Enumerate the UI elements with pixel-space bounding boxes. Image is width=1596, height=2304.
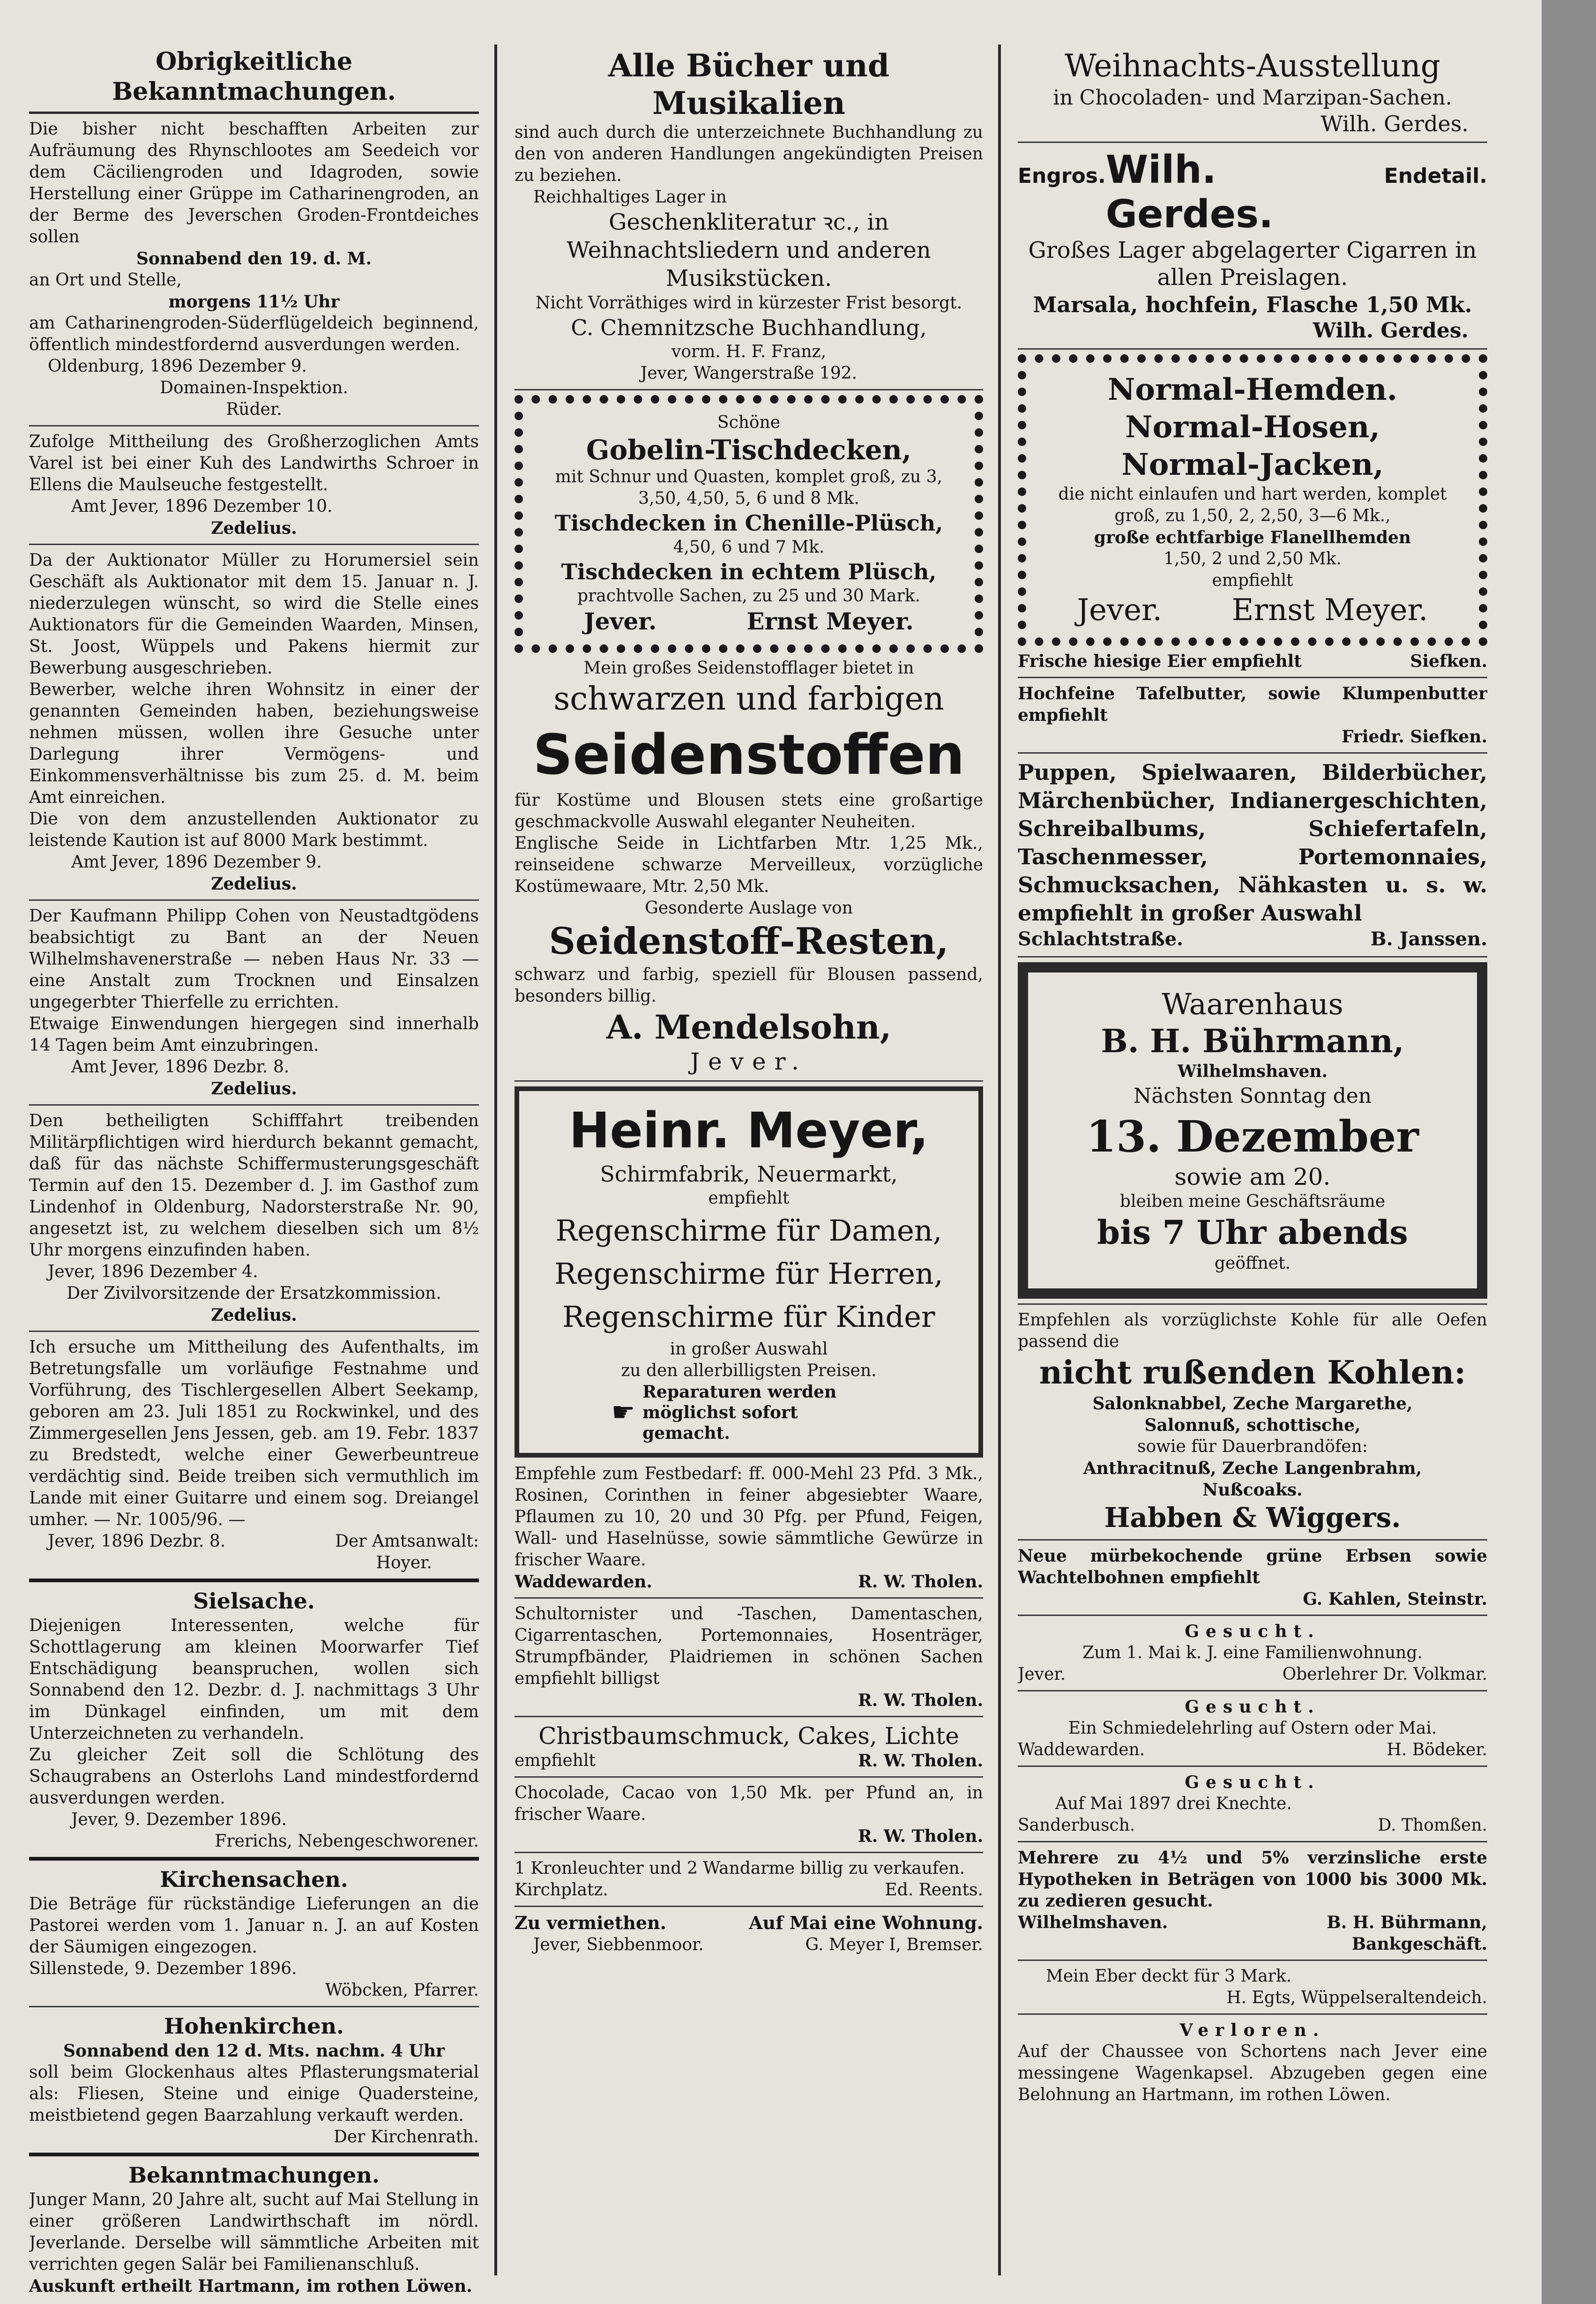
notice-dateline: Jever, 1896 Dezember 4. xyxy=(48,1262,258,1281)
ad-town: Sanderbusch. xyxy=(1018,1816,1135,1835)
ad-title-large: 13. Dezember xyxy=(1086,1111,1419,1162)
ad-vermiethen xyxy=(515,1912,983,1956)
notice xyxy=(29,1110,479,1326)
ad-text: vorm. H. F. Franz, xyxy=(671,342,827,361)
notice-text: an Ort und Stelle, xyxy=(29,270,182,290)
ad-merchant: Wilh. Gerdes. xyxy=(1320,111,1469,136)
ad-merchant: Ed. Reents. xyxy=(885,1880,983,1900)
ad-merchant: G. Kahlen, Steinstr. xyxy=(1303,1589,1487,1609)
ad-text: Anthracitnuß, Zeche Langenbrahm, xyxy=(1083,1459,1422,1478)
ad-text: Englische Seide in Lichtfarben Mtr. 1,25 Mk., reinseidene schwarze Merveilleux, vorzügliche Kostümewaare, Mtr. 2,50 Mk. xyxy=(515,834,983,896)
notice-text: Ich ersuche um Mittheilung des Aufenthalts, im Betretungsfalle um vorläufige Festnahme und Vorführung, des Tischlergesellen Albert Seekamp, geboren am 23. Juli 1851 zu Rockwinkel, und des Zimmergesellen Jens Jessen, geb. am 19. Febr. 1837 zu Bredstedt, welche einer Gewerbeuntreue verdächtig sind. Beide treiben sich vermuthlich im Lande mit einer Guitarre und einem sog. Dreiangel umher. — Nr. 1005/96. — xyxy=(29,1338,479,1529)
ad-town: Waddewarden. xyxy=(515,1572,652,1592)
notice-dateline: Amt Jever, 1896 Dezember 10. xyxy=(71,497,333,516)
notice-text: Die Beträge für rückständige Lieferungen an die Pastorei werden vom 1. Januar n. J. an auf Kosten der Säumigen eingezogen. xyxy=(29,1894,479,1957)
ad-merchant: B. Janssen. xyxy=(1370,928,1487,950)
notice-signature: Hoyer. xyxy=(376,1553,432,1572)
ad-subtitle: schwarzen und farbigen xyxy=(553,681,944,718)
ad-buecher xyxy=(515,47,983,384)
ad-text: Hochfeine Tafelbutter, sowie Klumpenbutter empfiehlt xyxy=(1018,684,1487,725)
notice xyxy=(29,905,479,1100)
ad-merchant: R. W. Tholen. xyxy=(858,1572,983,1592)
ad-gesucht xyxy=(1018,1696,1487,1761)
ad-text: 1 Kronleuchter und 2 Wandarme billig zu verkaufen. xyxy=(515,1859,965,1878)
ad-text: in großer Auswahl xyxy=(670,1339,828,1359)
ad-town: Wilhelmshaven. xyxy=(1018,1913,1168,1932)
ad-title: Alle Bücher und xyxy=(608,47,890,84)
notice-dateline: Jever, 1896 Dezbr. 8. xyxy=(48,1532,226,1551)
ad-text: schwarz und farbig, speziell für Blousen passend, besonders billig. xyxy=(515,965,983,1006)
ad-place: Kirchplatz. xyxy=(515,1880,608,1900)
ad-town: Waddewarden. xyxy=(1018,1740,1145,1759)
ad-merchant: R. W. Tholen. xyxy=(858,1691,983,1710)
section-heading: Obrigkeitliche Bekanntmachungen. xyxy=(112,47,396,106)
ad-kohlen xyxy=(1018,1309,1487,1534)
ad-text: Mein großes Seidenstofflager bietet in xyxy=(583,658,914,678)
ad-gesucht xyxy=(1018,1772,1487,1836)
section-bekanntmachungen xyxy=(29,2161,479,2297)
notice-signature: Zedelius. xyxy=(211,874,297,894)
section-hohenkirchen xyxy=(29,2012,479,2148)
ad-text: Ein Schmiedelehrling auf Ostern oder Mai. xyxy=(1068,1719,1437,1738)
ad-title: Normal-Hosen, xyxy=(1125,410,1380,445)
ad-title: Gesucht. xyxy=(1185,1622,1320,1641)
ad-title: Zu vermiethen. xyxy=(515,1912,666,1933)
ad-line: Regenschirme für Kinder xyxy=(562,1300,935,1334)
notice xyxy=(29,1337,479,1574)
ad-title: Gesucht. xyxy=(1185,1697,1320,1717)
ad-eier xyxy=(1018,651,1487,672)
notice-text: Zu gleicher Zeit soll die Schlötung des Schaugrabens an Osterlohs Land mindestfordernd ausverdungen werden. xyxy=(29,1745,479,1808)
ad-title: Gesucht. xyxy=(1185,1773,1320,1792)
ad-text: für Kostüme und Blousen stets eine großartige geschmackvolle Auswahl eleganter Neuheiten. xyxy=(515,791,983,831)
notice-dateline: Oldenburg, 1896 Dezember 9. xyxy=(48,357,307,376)
ad-janssen xyxy=(1018,758,1487,951)
ad-text: Reichhaltiges Lager in xyxy=(533,187,727,207)
section-heading: Sielsache. xyxy=(193,1588,315,1614)
ad-line: Regenschirme für Herren, xyxy=(554,1257,943,1291)
ad-title: Waarenhaus xyxy=(1162,987,1343,1021)
ad-butter xyxy=(1018,683,1487,748)
ad-text: die nicht einlaufen und hart werden, komplet groß, zu 1,50, 2, 2,50, 3—6 Mk., xyxy=(1058,485,1447,525)
column-rule xyxy=(494,45,497,2275)
ad-tholen-christbaum xyxy=(515,1722,983,1772)
notice-dateline: Amt Jever, 1896 Dezember 9. xyxy=(71,853,322,872)
section-kirchensachen xyxy=(29,1865,479,2001)
ad-tholen-festbedarf xyxy=(515,1463,983,1593)
notice xyxy=(29,431,479,539)
ad-title: Verloren. xyxy=(1179,2020,1326,2040)
ad-text: Gesonderte Auslage von xyxy=(645,898,853,918)
ad-subtitle: Tischdecken in Chenille-Plüsch, xyxy=(554,510,943,536)
ad-text: Nußcoaks. xyxy=(1202,1480,1303,1500)
ad-subtitle: Tischdecken in echtem Plüsch, xyxy=(561,559,937,584)
ad-text: Nächsten Sonntag den xyxy=(1133,1084,1372,1108)
notice-text: Die von dem anzustellenden Auktionator zu leistende Kaution ist auf 8000 Mark bestimmt. xyxy=(29,809,479,850)
ad-gesucht xyxy=(1018,1621,1487,1685)
ad-text-large: Großes Lager abgelagerter Cigarren in allen Preislagen. xyxy=(1028,237,1477,291)
ad-text: empfiehlt xyxy=(515,1751,596,1770)
notice-text: Zufolge Mittheilung des Großherzoglichen Amts Varel ist bei einer Kuh des Landwirths Schroer in Ellens die Maulseuche festgestellt. xyxy=(29,432,479,494)
ad-merchant: D. Thomßen. xyxy=(1378,1816,1487,1835)
ad-text: Salonnuß, schottische, xyxy=(1144,1415,1361,1435)
ad-title: Christbaumschmuck, Cakes, Lichte xyxy=(538,1722,959,1750)
ad-merchant: R. W. Tholen. xyxy=(858,1826,983,1846)
ad-title: B. H. Bührmann, xyxy=(1101,1023,1404,1060)
notice-signature: Zedelius. xyxy=(211,518,297,538)
ad-merchant: R. W. Tholen. xyxy=(858,1751,983,1771)
ad-text: geöffnet. xyxy=(1215,1254,1290,1273)
notice-footer: Auskunft ertheilt Hartmann, im rothen Löwen. xyxy=(29,2276,472,2296)
notice-text: Etwaige Einwendungen hiergegen sind innerhalb 14 Tagen beim Amt einzubringen. xyxy=(29,1014,479,1055)
ad-town: Jever. xyxy=(583,607,657,635)
ad-text-large: Marsala, hochfein, Flasche 1,50 Mk. xyxy=(1033,292,1472,317)
ad-line: Regenschirme für Damen, xyxy=(555,1213,942,1248)
ad-merchant: Friedr. Siefken. xyxy=(1342,727,1487,747)
ad-tholen-taschen xyxy=(515,1603,983,1711)
ad-shop-name: C. Chemnitzsche Buchhandlung, xyxy=(571,315,927,340)
ad-text: Reparaturen werden möglichst sofort gemacht. xyxy=(642,1382,837,1443)
notice-signature: Rüder. xyxy=(226,400,282,419)
notice-text: Bewerber, welche ihren Wohnsitz in einer der genannten Gemeinden haben, beziehungsweise nehmen müssen, wollen ihre Gesuche unter Darlegung ihrer Vermögens- und Einkommensverhältnisse bis zum 25. d. M. beim Amt einreichen. xyxy=(29,680,479,807)
ad-text: Puppen, Spielwaaren, Bilderbücher, Märchenbücher, Indianergeschichten, Schreibalbums, Schiefertafeln, Taschenmesser, Portemonnaies, Schmucksachen, Nähkasten u. s. w. empfiehlt in großer Auswahl xyxy=(1018,760,1487,926)
ad-merchant: H. Bödeker. xyxy=(1387,1740,1487,1759)
column-advertisements-right xyxy=(1018,0,1487,2304)
ad-text: empfiehlt xyxy=(708,1189,790,1208)
ad-town: Jever. xyxy=(1018,1665,1066,1684)
ad-title: Auf Mai eine Wohnung. xyxy=(749,1912,983,1933)
ad-text: 4,50, 6 und 7 Mk. xyxy=(673,538,825,557)
ad-text: Auf Mai 1897 drei Knechte. xyxy=(1055,1794,1292,1813)
ad-merchant: Oberlehrer Dr. Volkmar. xyxy=(1282,1665,1487,1684)
ad-text: Auf der Chaussee von Schortens nach Jever eine messingene Wagenkapsel. Abzugeben gegen eine Belohnung an Hartmann, im rothen Löwen. xyxy=(1018,2042,1487,2104)
section-sielsache xyxy=(29,1587,479,1852)
ad-label: Endetail. xyxy=(1384,164,1487,188)
notice-signature: Zedelius. xyxy=(211,1079,297,1099)
ad-text: große echtfarbige Flanellhemden xyxy=(1094,528,1411,547)
notice-signature: Der Kirchenrath. xyxy=(333,2127,479,2147)
ad-verloren xyxy=(1018,2020,1487,2106)
ad-title: Seidenstoff-Resten, xyxy=(549,920,949,963)
ad-title: Gobelin-Tischdecken, xyxy=(586,434,911,466)
ad-subtitle: Schirmfabrik, Neuermarkt, xyxy=(600,1161,898,1187)
section-heading: Hohenkirchen. xyxy=(164,2013,344,2039)
notice-date: Sonnabend den 19. d. M. xyxy=(136,249,372,269)
notice xyxy=(29,550,479,895)
pointing-hand-icon: ☛ xyxy=(611,1397,635,1428)
ad-weihnacht xyxy=(1018,47,1487,137)
ad-merchant: Siefken. xyxy=(1410,651,1487,671)
ad-merchant: Habben & Wiggers. xyxy=(1104,1502,1401,1534)
ad-title: bis 7 Uhr abends xyxy=(1097,1213,1408,1252)
ad-place: Schlachtstraße. xyxy=(1018,928,1184,950)
ad-text: Empfehlen als vorzüglichste Kohle für alle Oefen passend die xyxy=(1018,1310,1487,1351)
ad-text: sind auch durch die unterzeichnete Buchhandlung zu den von anderen Handlungen angekündigten Preisen zu beziehen. xyxy=(515,123,983,185)
ad-title: Normal-Jacken, xyxy=(1121,447,1384,482)
ad-merchant: A. Mendelsohn, xyxy=(606,1008,892,1047)
notice-dateline: Amt Jever, 1896 Dezbr. 8. xyxy=(71,1057,290,1077)
ad-gerdes xyxy=(1018,148,1487,344)
ad-text: Nicht Vorräthiges wird in kürzester Frist besorgt. xyxy=(535,293,962,313)
ad-title: Weihnachts-Ausstellung xyxy=(1064,48,1441,84)
ad-address: Jever, Wangerstraße 192. xyxy=(640,364,858,383)
notice-time: morgens 11½ Uhr xyxy=(168,292,340,312)
notice-text: Junger Mann, 20 Jahre alt, sucht auf Mai Stellung in einer größeren Landwirthschaft im nördl. Jeverlande. Derselbe will sämmtliche Arbeiten mit verrichten gegen Salär bei Familienanschluß. xyxy=(29,2190,479,2274)
ad-text: Mein Eber deckt für 3 Mark. xyxy=(1046,1967,1292,1986)
notice-signature: Wöbcken, Pfarrer. xyxy=(325,1981,479,2000)
ad-gobelin xyxy=(515,395,983,653)
ad-text: Salonknabbel, Zeche Margarethe, xyxy=(1092,1394,1413,1414)
column-advertisements-middle xyxy=(515,0,983,2304)
ad-text: bleiben meine Geschäftsräume xyxy=(1119,1192,1386,1211)
ad-normal xyxy=(1018,354,1487,646)
ad-text: zu den allerbilligsten Preisen. xyxy=(621,1361,877,1380)
ad-merchant: B. H. Bührmann, Bankgeschäft. xyxy=(1327,1913,1487,1954)
notice-signature: Zedelius. xyxy=(211,1305,297,1325)
ad-tholen-chocolade xyxy=(515,1782,983,1847)
ad-merchant: Wilh. Gerdes. xyxy=(1313,319,1469,343)
ad-merchant: Ernst Meyer. xyxy=(746,607,914,635)
ad-text: prachtvolle Sachen, zu 25 und 30 Mark. xyxy=(577,586,920,606)
notice-authority: Der Zivilvorsitzende der Ersatzkommission. xyxy=(67,1284,441,1303)
notice-signature: Frerichs, Nebengeschworener. xyxy=(215,1832,479,1851)
notice-text: Da der Auktionator Müller zu Horumersiel sein Geschäft als Auktionator mit dem 15. Januar n. J. niederzulegen wünscht, so wird die Stelle eines Auktionators für die Gemeinden Waarden, Minsen, St. Joost, Wüppels und Pakens hiermit zur Bewerbung ausgeschrieben. xyxy=(29,551,479,678)
ad-text: sowie am 20. xyxy=(1174,1163,1331,1190)
ad-eber xyxy=(1018,1966,1487,2009)
ad-town: Jever. xyxy=(690,1048,807,1075)
ad-text: sowie für Dauerbrandöfen: xyxy=(1137,1437,1368,1456)
ad-text: Zum 1. Mai k. J. eine Familienwohnung. xyxy=(1082,1643,1423,1662)
ad-merchant: H. Egts, Wüppelseraltendeich. xyxy=(1226,1988,1487,2007)
notice-dateline: Jever, 9. Dezember 1896. xyxy=(71,1810,287,1829)
notice-text: Der Kaufmann Philipp Cohen von Neustadtgödens beabsichtigt zu Bant an der Neuen Wilhelmshavenerstraße — neben Haus Nr. 33 — eine Anstalt zum Trocknen und Einsalzen ungegerbter Thierfelle zu errichten. xyxy=(29,906,479,1012)
notice-text: am Catharinengroden-Süderflügeldeich beginnend, öffentlich mindestfordernd ausverdungen werden. xyxy=(29,314,479,354)
ad-seide xyxy=(515,658,983,1076)
section-heading: Kirchensachen. xyxy=(160,1867,348,1892)
notice-dateline: Sillenstede, 9. Dezember 1896. xyxy=(29,1959,297,1978)
ad-text: Jever, Siebbenmoor. xyxy=(533,1935,704,1954)
ad-merchant: G. Meyer I, Bremser. xyxy=(805,1935,983,1954)
ad-title: Normal-Hemden. xyxy=(1107,372,1398,407)
ad-schirm xyxy=(515,1086,983,1458)
column-rule xyxy=(998,45,1001,2275)
ad-text: 1,50, 2 und 2,50 Mk. xyxy=(1163,549,1342,569)
ad-erbsen xyxy=(1018,1545,1487,1610)
ad-merchant: Ernst Meyer. xyxy=(1231,593,1428,628)
notice-date: Sonnabend den 12 d. Mts. nachm. 4 Uhr xyxy=(63,2041,445,2061)
column-official-notices xyxy=(29,0,479,2304)
ad-title-large: Heinr. Meyer, xyxy=(569,1102,929,1159)
ad-text: Empfehle zum Festbedarf: ff. 000-Mehl 23 Pfd. 3 Mk., Rosinen, Corinthen in feiner abgesiebter Waare, Pflaumen zu 10, 20 und 30 Pfg. per Pfund, Feigen, Wall- und Haselnüsse, sowie sämmtliche Gewürze in frischer Waare. xyxy=(515,1464,983,1570)
notice xyxy=(29,119,479,420)
ad-reents xyxy=(515,1858,983,1901)
ad-buehrmann xyxy=(1018,962,1487,1299)
notice-text: Diejenigen Interessenten, welche für Schottlagerung am kleinen Moorwarfer Tief Entschädigung beanspruchen, wollen sich Sonnabend den 12. Dezbr. d. J. nachmittags 3 Uhr im Dünkagel einfinden, um mit dem Unterzeichneten zu verhandeln. xyxy=(29,1616,479,1743)
notice-text: soll beim Glockenhaus altes Pflasterungsmaterial als: Fliesen, Steine und einige Quadersteine, meistbietend gegen Baarzahlung verkauft werden. xyxy=(29,2063,479,2125)
ad-title-large: Seidenstoffen xyxy=(533,722,965,787)
ad-text: Chocolade, Cacao von 1,50 Mk. per Pfund an, in frischer Waare. xyxy=(515,1783,983,1824)
ad-title-large: Wilh. Gerdes. xyxy=(1105,148,1274,237)
ad-text: Mehrere zu 4½ und 5% verzinsliche erste Hypotheken in Beträgen von 1000 bis 3000 Mk. zu zedieren gesucht. xyxy=(1018,1848,1487,1911)
ad-text: Frische hiesige Eier empfiehlt xyxy=(1018,651,1302,671)
ad-title: nicht rußenden Kohlen: xyxy=(1039,1354,1466,1391)
ad-text: mit Schnur und Quasten, komplet groß, zu 3, 3,50, 4,50, 5, 6 und 8 Mk. xyxy=(555,467,943,508)
ad-title: Musikalien xyxy=(652,85,845,121)
ad-hypotheken xyxy=(1018,1847,1487,1955)
notice-authority: Domainen-Inspektion. xyxy=(160,378,348,397)
notice-text: Die bisher nicht beschafften Arbeiten zur Aufräumung des Rhynschlootes am Seedeich vor dem Cäciliengroden und Idagroden, sowie Herstellung einer Grüppe im Catharinengroden, an der Berme des Jeverschen Groden-Frontdeiches sollen xyxy=(29,120,479,247)
ad-text: Schultornister und -Taschen, Damentaschen, Cigarrentaschen, Portemonnaies, Hosenträger, Strumpfbänder, Plaidriemen in schönen Sachen empfiehlt billigst xyxy=(515,1604,983,1688)
ad-text: Neue mürbekochende grüne Erbsen sowie Wachtelbohnen empfiehlt xyxy=(1018,1546,1487,1587)
ad-text-large: Geschenkliteratur ꝛc., in Weihnachtsliedern und anderen Musikstücken. xyxy=(567,209,931,292)
notice-authority: Der Amtsanwalt: xyxy=(335,1532,479,1551)
ad-label: Engros. xyxy=(1018,164,1106,188)
ad-town: Jever. xyxy=(1077,593,1162,628)
ad-subtitle: in Chocoladen- und Marzipan-Sachen. xyxy=(1053,86,1452,110)
ad-subtitle: Wilhelmshaven. xyxy=(1177,1062,1328,1081)
ad-text: empfiehlt xyxy=(1212,571,1293,590)
section-heading: Bekanntmachungen. xyxy=(128,2162,380,2188)
notice-text: Den betheiligten Schifffahrt treibenden Militärpflichtigen wird hierdurch bekannt gemacht, daß für das nächste Schiffermusterungsgeschäft Termin auf den 15. Dezember d. J. im Gasthof zum Lindenhof in Oldenburg, Nadorsterstraße Nr. 90, angesetzt ist, zu welchem dieselben sich um 8½ Uhr morgens einzufinden haben. xyxy=(29,1111,479,1260)
ad-text: Schöne xyxy=(717,413,781,432)
